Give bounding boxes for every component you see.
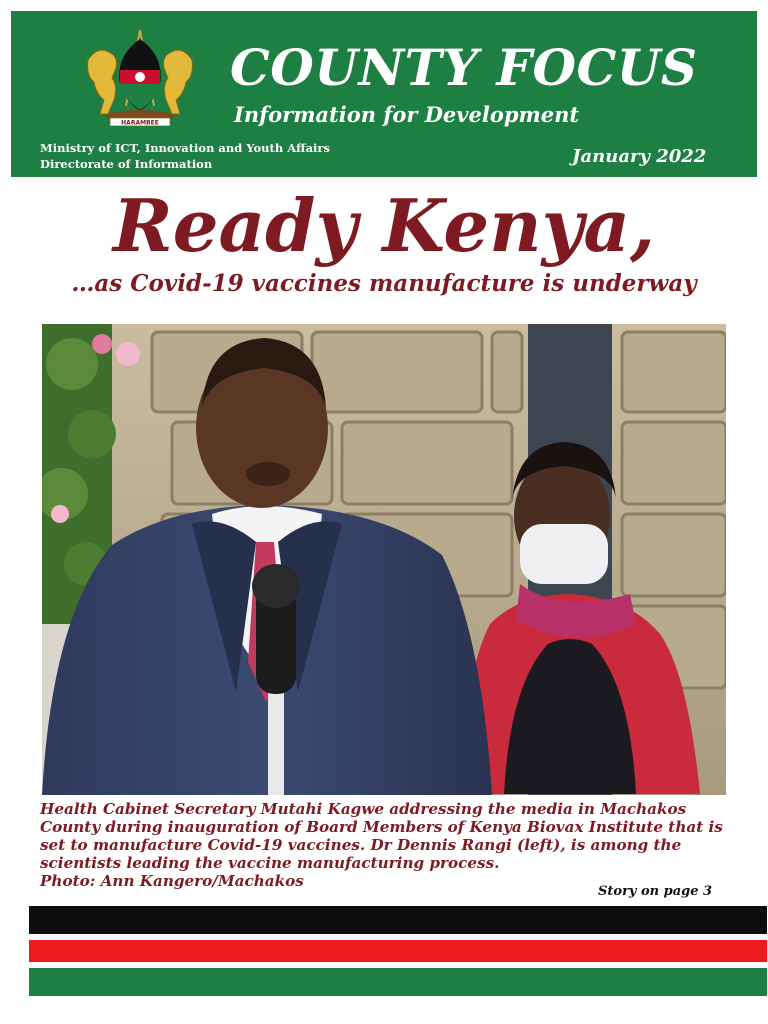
cover-photo (42, 324, 726, 795)
flag-stripe-green (29, 968, 767, 996)
ministry-block (40, 140, 330, 172)
flag-stripe-red (29, 940, 767, 962)
kenya-coat-of-arms-icon (80, 26, 200, 126)
issue-date: January 2022 (572, 146, 707, 167)
caption-text: Health Cabinet Secretary Mutahi Kagwe addressing the media in Machakos County during inauguration of Board Members of Kenya Biovax Institute that is set to manufacture Covid-19 vaccines. Dr Dennis Rangi (left), is among the scientists leading the vaccine manufacturing process. (40, 800, 723, 872)
masthead (11, 11, 757, 177)
publication-title: COUNTY FOCUS (230, 38, 698, 97)
story-reference: Story on page 3 (598, 884, 713, 899)
directorate-name: Directorate of Information (40, 157, 213, 171)
cover-subheadline: …as Covid-19 vaccines manufacture is underway (71, 270, 697, 297)
motto-ribbon: HARAMBEE (121, 119, 159, 126)
flag-stripe-black (29, 906, 767, 934)
cover-headline: Ready Kenya, (112, 183, 656, 268)
publication-tagline: Information for Development (234, 102, 580, 127)
photo-credit: Photo: Ann Kangero/Machakos (40, 872, 304, 890)
ministry-name: Ministry of ICT, Innovation and Youth Affairs (40, 141, 330, 155)
photo-caption (40, 800, 730, 890)
